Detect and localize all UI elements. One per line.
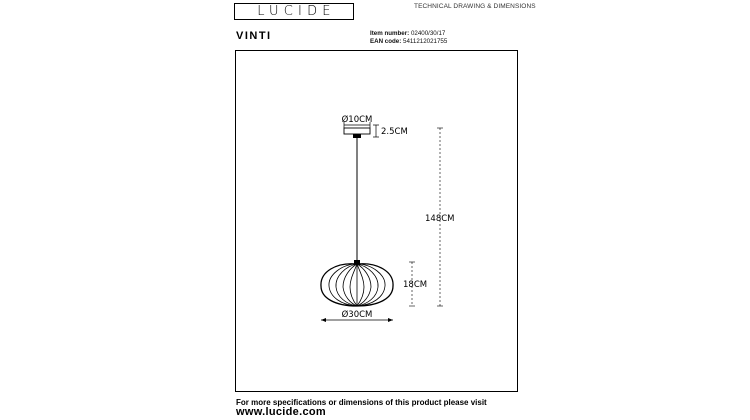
shade-diameter-dimension <box>321 309 393 322</box>
canopy-height-dimension <box>373 125 408 137</box>
canopy-fixing <box>353 134 361 138</box>
product-name: VINTI <box>236 30 272 42</box>
footer-url-link[interactable]: www.lucide.com <box>236 406 326 418</box>
document-type: TECHNICAL DRAWING & DIMENSIONS <box>414 3 536 10</box>
canopy-diameter-label: Ø10CM <box>341 115 373 125</box>
total-height-dimension <box>425 128 455 306</box>
total-height-label: 148CM <box>425 214 455 224</box>
canopy-height-label: 2.5CM <box>381 127 408 137</box>
brand-name: LUCIDE <box>257 4 336 19</box>
shade-height-label: 18CM <box>403 280 428 290</box>
ean-value: 5411212021755 <box>403 38 448 45</box>
footer-info: For more specifications or dimensions of this product please visit <box>236 398 487 407</box>
shade-diameter-label: Ø30CM <box>341 310 373 320</box>
canopy-plate <box>344 128 370 134</box>
shade-height-dimension <box>403 262 427 306</box>
item-number-value: 02400/30/17 <box>410 30 446 37</box>
ean-label: EAN code: <box>370 38 402 45</box>
item-number-label: Item number: <box>370 30 410 37</box>
canopy-diameter-dimension <box>342 114 373 128</box>
wire-cage-shade <box>321 260 393 306</box>
